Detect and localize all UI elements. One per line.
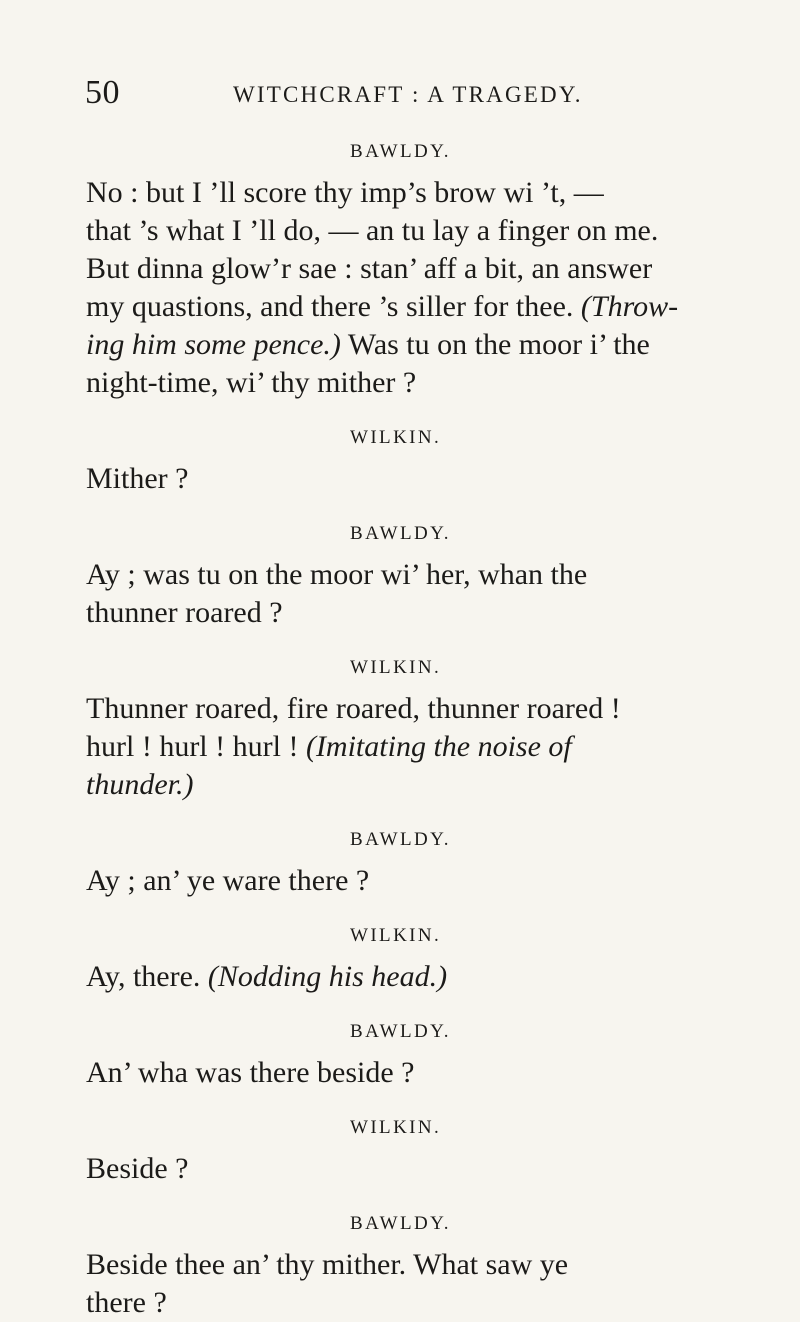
- speaker-name: BAWLDY.: [350, 523, 451, 544]
- speech-text: my quastions, and there ’s siller for thee.: [86, 290, 574, 323]
- speech-line: Thunner roared, fire roared, thunner roared !: [86, 692, 621, 725]
- speech-line: that ’s what I ’ll do, — an tu lay a finger on me.: [86, 214, 659, 247]
- speech-line: [86, 958, 746, 996]
- page-number: 50: [85, 74, 120, 111]
- speaker-name: BAWLDY.: [350, 829, 451, 850]
- speaker-name: WILKIN.: [350, 427, 442, 448]
- speech-line: [86, 326, 746, 364]
- speaker-name: BAWLDY.: [350, 1021, 451, 1042]
- speech-line: Beside thee an’ thy mither. What saw ye: [86, 1248, 569, 1281]
- speech-line: But dinna glow’r sae : stan’ aff a bit, an answer: [86, 252, 653, 285]
- speech-line: [86, 728, 746, 766]
- speaker-name: WILKIN.: [350, 925, 442, 946]
- speaker-name: WILKIN.: [350, 1117, 442, 1138]
- page-header: [85, 74, 745, 114]
- speaker-name: BAWLDY.: [350, 1213, 451, 1234]
- speech-line: No : but I ’ll score thy imp’s brow wi ’t, —: [86, 176, 604, 209]
- stage-direction: (Imitating the noise of: [305, 730, 572, 763]
- speech-text: Was tu on the moor i’ the: [347, 328, 650, 361]
- speaker-name: BAWLDY.: [350, 141, 451, 162]
- stage-direction: (Nodding his head.): [207, 960, 448, 993]
- speech-line: [86, 288, 746, 326]
- speech-line: Ay ; an’ ye ware there ?: [86, 864, 370, 897]
- stage-direction: ing him some pence.): [86, 328, 341, 361]
- speech-line: An’ wha was there beside ?: [86, 1056, 415, 1089]
- stage-direction: thunder.): [86, 768, 194, 801]
- speech-text: hurl ! hurl ! hurl !: [86, 730, 299, 763]
- running-head: WITCHCRAFT : A TRAGEDY.: [233, 82, 583, 107]
- speech-line: Mither ?: [86, 462, 189, 495]
- stage-direction: (Throw-: [580, 290, 679, 323]
- dialogue-body: [86, 140, 746, 1322]
- speech-line: Beside ?: [86, 1152, 189, 1185]
- speech-line: thunner roared ?: [86, 596, 283, 629]
- speech-line: there ?: [86, 1286, 167, 1319]
- speech-line: [86, 766, 746, 804]
- speech-line: Ay ; was tu on the moor wi’ her, whan the: [86, 558, 588, 591]
- speech-line: night-time, wi’ thy mither ?: [86, 366, 417, 399]
- speech-text: Ay, there.: [86, 960, 201, 993]
- speaker-name: WILKIN.: [350, 657, 442, 678]
